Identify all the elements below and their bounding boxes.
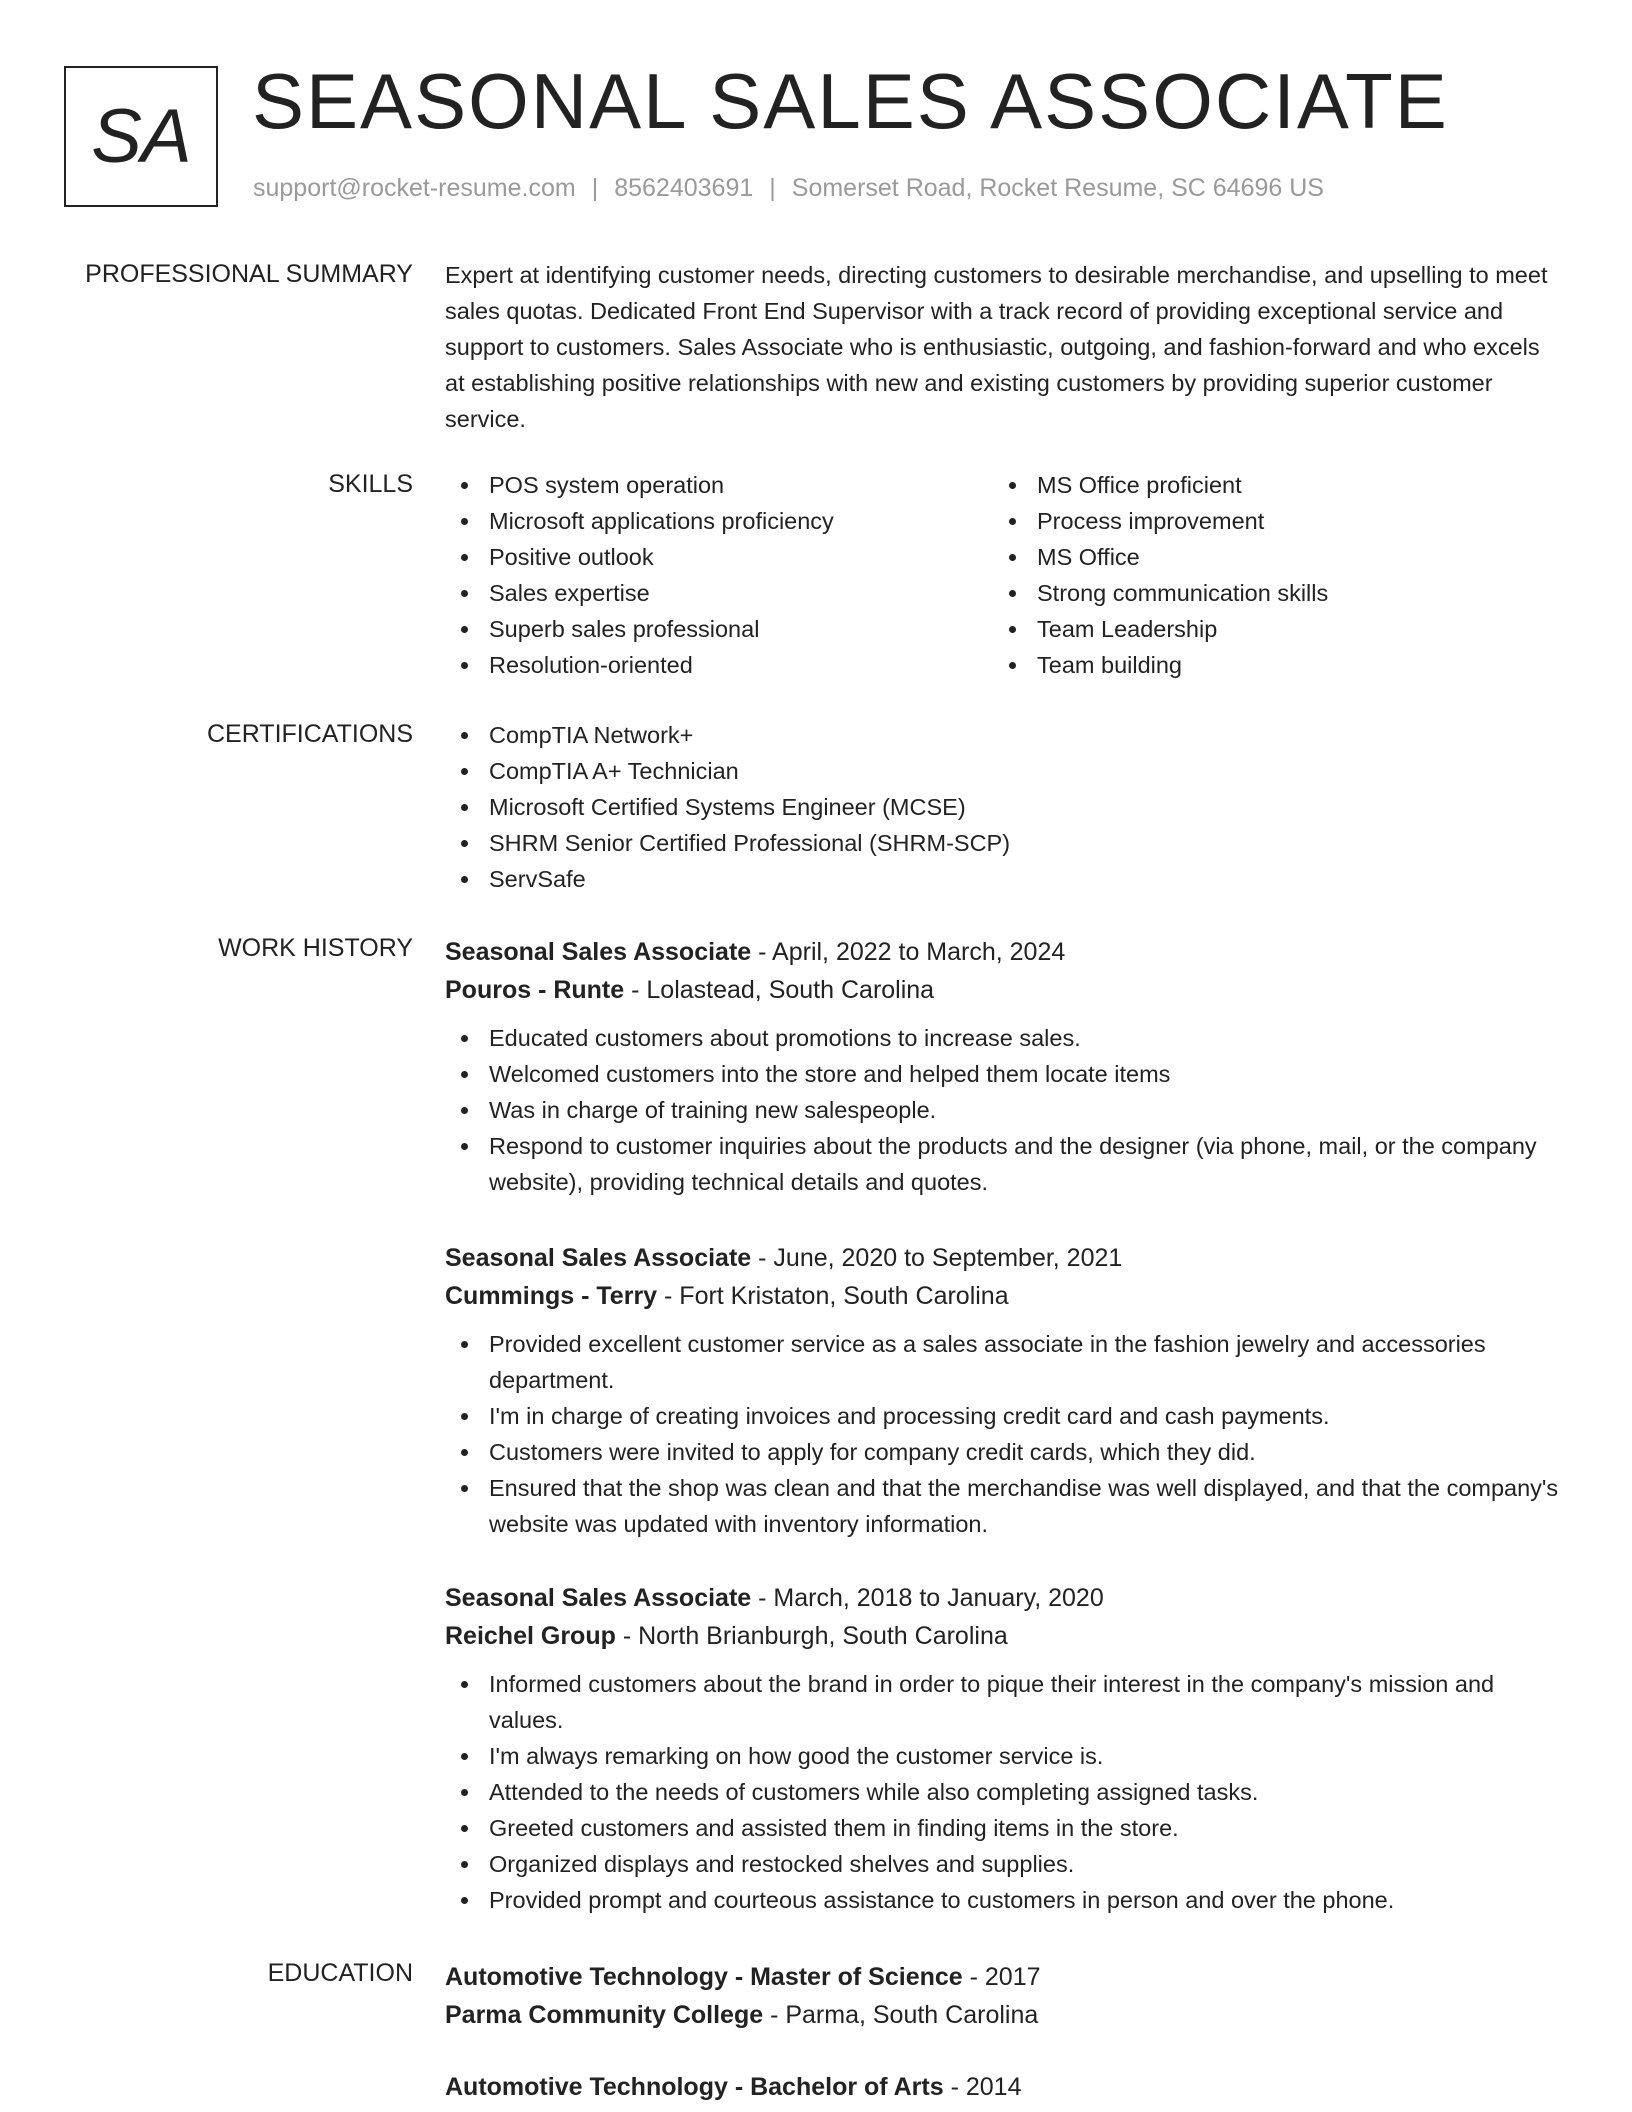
skill-item: Superb sales professional: [445, 611, 993, 647]
degree-title: Automotive Technology - Bachelor of Arts: [445, 2073, 944, 2101]
job-bullets: [445, 1666, 1560, 1918]
address-text: Somerset Road, Rocket Resume, SC 64696 US: [791, 174, 1324, 202]
job-bullet: Provided excellent customer service as a sales associate in the fashion jewelry and accessories department.: [445, 1326, 1560, 1398]
skill-item: Team building: [993, 647, 1541, 683]
job-bullet: Educated customers about promotions to increase sales.: [445, 1020, 1560, 1056]
job-bullets: [445, 1020, 1560, 1200]
job-title: Seasonal Sales Associate: [445, 938, 752, 966]
job-bullet: Customers were invited to apply for company credit cards, which they did.: [445, 1434, 1560, 1470]
skill-item: Sales expertise: [445, 575, 993, 611]
skill-item: Strong communication skills: [993, 575, 1541, 611]
certifications-heading: CERTIFICATIONS: [206, 720, 413, 748]
summary-text: Expert at identifying customer needs, directing customers to desirable merchandise, and upselling to meet sales quotas. Dedicated Front End Supervisor with a track record of providing exceptional service and support to customers. Sales Associate who is enthusiastic, outgoing, and fashion-forward and who excels at establishing positive relationships with new and existing customers by providing superior customer service.: [445, 262, 1548, 432]
job-bullet: Provided prompt and courteous assistance to customers in person and over the phone.: [445, 1882, 1560, 1918]
skill-item: Team Leadership: [993, 611, 1541, 647]
education-entry: [445, 2069, 1560, 2105]
degree-year: - 2017: [962, 1963, 1041, 1991]
page-title: SEASONAL SALES ASSOCIATE: [252, 57, 1449, 145]
degree-line: [445, 2069, 1560, 2105]
job-title-line: [445, 1580, 1560, 1616]
school-line: [445, 1995, 1560, 2035]
certification-item: CompTIA Network+: [445, 717, 1560, 753]
degree-title: Automotive Technology - Master of Science: [445, 1963, 963, 1991]
education-heading: EDUCATION: [267, 1959, 413, 1987]
email-text: support@rocket-resume.com: [253, 174, 576, 202]
job-title-line: [445, 1240, 1560, 1276]
job-title: Seasonal Sales Associate: [445, 1584, 752, 1612]
skill-item: Process improvement: [993, 503, 1541, 539]
job-location: - North Brianburgh, South Carolina: [615, 1622, 1008, 1650]
job-title: Seasonal Sales Associate: [445, 1244, 752, 1272]
job-dates: - March, 2018 to January, 2020: [751, 1584, 1104, 1612]
job-entry: [445, 934, 1560, 1200]
degree-year: - 2014: [943, 2073, 1022, 2101]
certification-item: CompTIA A+ Technician: [445, 753, 1560, 789]
work-history-heading: WORK HISTORY: [218, 934, 413, 962]
job-bullet: Informed customers about the brand in order to pique their interest in the company's mission and values.: [445, 1666, 1560, 1738]
job-bullet: Organized displays and restocked shelves and supplies.: [445, 1846, 1560, 1882]
skills-list-left: [445, 467, 993, 683]
monogram-badge: SA: [64, 66, 218, 207]
job-company: Reichel Group: [445, 1622, 616, 1650]
phone-text: 8562403691: [614, 174, 754, 202]
job-company-line: [445, 970, 1560, 1010]
job-company: Cummings - Terry: [445, 1282, 658, 1310]
skill-item: MS Office: [993, 539, 1541, 575]
job-title-line: [445, 934, 1560, 970]
job-bullets: [445, 1326, 1560, 1542]
job-bullet: Attended to the needs of customers while also completing assigned tasks.: [445, 1774, 1560, 1810]
school-name: Parma Community College: [445, 2001, 764, 2029]
job-entry: [445, 1580, 1560, 1918]
school-location: - Parma, South Carolina: [763, 2001, 1039, 2029]
summary-heading: PROFESSIONAL SUMMARY: [85, 260, 413, 288]
skill-item: Microsoft applications proficiency: [445, 503, 993, 539]
job-entry: [445, 1240, 1560, 1542]
certification-item: ServSafe: [445, 861, 1560, 897]
job-bullet: I'm in charge of creating invoices and processing credit card and cash payments.: [445, 1398, 1560, 1434]
separator: |: [591, 174, 599, 202]
skill-item: MS Office proficient: [993, 467, 1541, 503]
skills-heading: SKILLS: [328, 470, 413, 498]
job-bullet: Welcomed customers into the store and helped them locate items: [445, 1056, 1560, 1092]
job-dates: - June, 2020 to September, 2021: [751, 1244, 1123, 1272]
job-company-line: [445, 1616, 1560, 1656]
job-company: Pouros - Runte: [445, 976, 625, 1004]
degree-line: [445, 1959, 1560, 1995]
job-location: - Lolastead, South Carolina: [624, 976, 935, 1004]
job-dates: - April, 2022 to March, 2024: [751, 938, 1066, 966]
skills-list-right: [993, 467, 1541, 683]
education-entry: [445, 1959, 1560, 2035]
certifications-list: [445, 717, 1560, 897]
job-bullet: Greeted customers and assisted them in finding items in the store.: [445, 1810, 1560, 1846]
job-location: - Fort Kristaton, South Carolina: [657, 1282, 1009, 1310]
certifications-section: [445, 717, 1560, 897]
skills-section: [445, 467, 1560, 683]
skill-item: Resolution-oriented: [445, 647, 993, 683]
job-bullet: Ensured that the shop was clean and that the merchandise was well displayed, and that the company's website was updated with inventory information.: [445, 1470, 1560, 1542]
skill-item: POS system operation: [445, 467, 993, 503]
skill-item: Positive outlook: [445, 539, 993, 575]
job-bullet: I'm always remarking on how good the customer service is.: [445, 1738, 1560, 1774]
job-company-line: [445, 1276, 1560, 1316]
certification-item: SHRM Senior Certified Professional (SHRM-SCP): [445, 825, 1560, 861]
job-bullet: Respond to customer inquiries about the products and the designer (via phone, mail, or the company website), providing technical details and quotes.: [445, 1128, 1560, 1200]
separator: |: [769, 174, 776, 202]
job-bullet: Was in charge of training new salespeople.: [445, 1092, 1560, 1128]
certification-item: Microsoft Certified Systems Engineer (MCSE): [445, 789, 1560, 825]
contact-line: [253, 174, 1324, 203]
